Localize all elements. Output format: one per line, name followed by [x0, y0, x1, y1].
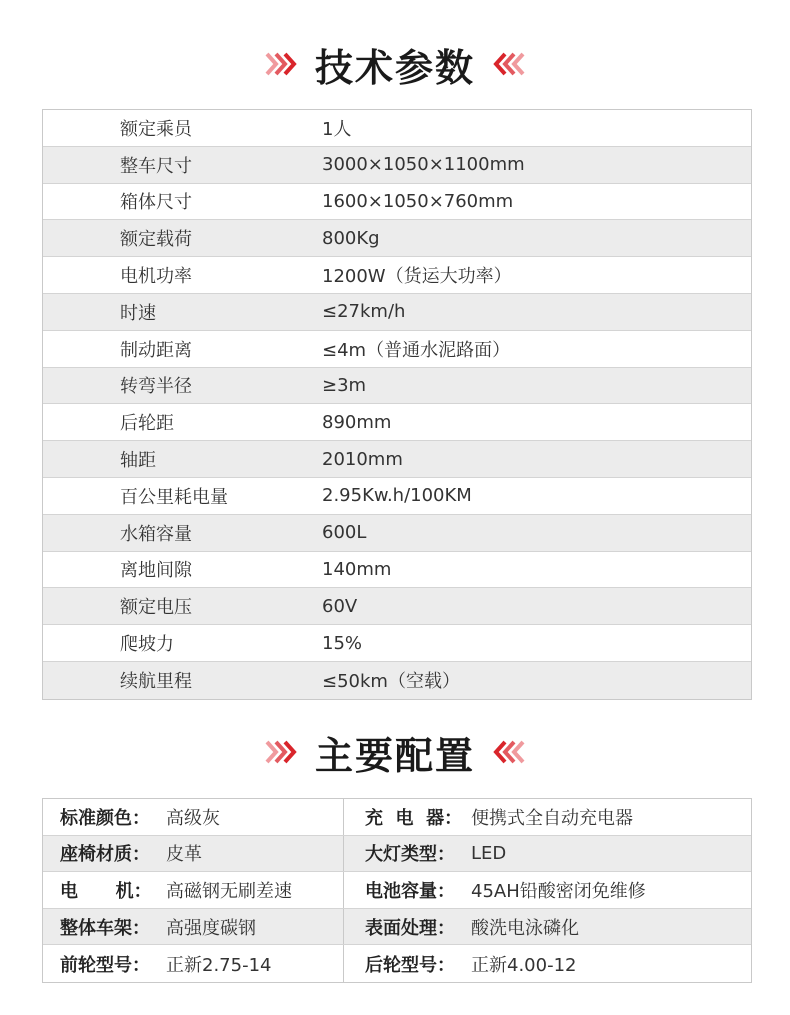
- spec-value: 1人: [322, 118, 352, 140]
- config-row: [43, 799, 751, 836]
- specs-table: [42, 109, 752, 700]
- spec-label: 整车尺寸: [120, 155, 192, 177]
- spec-row: [43, 257, 751, 294]
- chevron-right-icon: [265, 49, 299, 79]
- config-cell: [344, 909, 751, 945]
- config-value: 正新2.75-14: [166, 954, 272, 976]
- spec-value: 800Kg: [322, 227, 380, 249]
- spec-value: ≤27km/h: [322, 301, 406, 323]
- config-row: [43, 909, 751, 946]
- spec-label: 百公里耗电量: [120, 486, 228, 508]
- spec-label: 时速: [120, 302, 156, 324]
- specs-header: [0, 34, 790, 94]
- config-key: 表面处理：: [365, 917, 455, 939]
- config-value: 高磁钢无刷差速: [166, 880, 292, 902]
- config-row: [43, 945, 751, 982]
- spec-label: 水箱容量: [120, 523, 192, 545]
- config-cell: [344, 836, 751, 872]
- config-title: 主要配置: [314, 732, 475, 778]
- spec-row: [43, 110, 751, 147]
- spec-row: [43, 625, 751, 662]
- config-cell: [344, 945, 751, 982]
- config-value: 正新4.00-12: [471, 954, 577, 976]
- config-value: 便携式全自动充电器: [471, 807, 633, 829]
- config-value: 皮革: [166, 844, 202, 866]
- spec-label: 轴距: [120, 450, 156, 472]
- config-cell: [43, 836, 344, 872]
- spec-label: 后轮距: [120, 413, 174, 435]
- config-table: [42, 798, 752, 983]
- config-key: 充 电 器：: [365, 807, 463, 829]
- spec-row: [43, 478, 751, 515]
- config-cell: [344, 872, 751, 908]
- spec-row: [43, 294, 751, 331]
- config-cell: [43, 909, 344, 945]
- spec-row: [43, 220, 751, 257]
- config-value: LED: [471, 842, 507, 864]
- spec-value: 140mm: [322, 558, 392, 580]
- spec-row: [43, 515, 751, 552]
- config-key: 电 机：: [60, 880, 152, 902]
- chevron-right-icon: [265, 737, 299, 767]
- spec-value: 60V: [322, 595, 358, 617]
- spec-label: 电机功率: [120, 266, 192, 288]
- config-header: [0, 722, 790, 782]
- spec-value: 15%: [322, 632, 363, 654]
- config-value: 45AH铅酸密闭免维修: [471, 880, 646, 902]
- spec-label: 制动距离: [120, 339, 192, 361]
- spec-row: [43, 184, 751, 221]
- spec-label: 爬坡力: [120, 634, 174, 656]
- spec-value: 1200W（货运大功率）: [322, 266, 512, 288]
- config-cell: [43, 872, 344, 908]
- config-cell: [43, 799, 344, 835]
- spec-row: [43, 331, 751, 368]
- config-row: [43, 836, 751, 873]
- spec-value: 890mm: [322, 411, 392, 433]
- spec-label: 箱体尺寸: [120, 192, 192, 214]
- config-key: 座椅材质：: [60, 844, 150, 866]
- config-row: [43, 872, 751, 909]
- spec-row: [43, 662, 751, 699]
- spec-value: 3000×1050×1100mm: [322, 154, 525, 176]
- config-value: 高级灰: [166, 807, 220, 829]
- config-key: 大灯类型：: [365, 844, 455, 866]
- spec-row: [43, 552, 751, 589]
- spec-value: 600L: [322, 522, 367, 544]
- spec-value: ≤4m（普通水泥路面）: [322, 339, 511, 361]
- spec-label: 转弯半径: [120, 376, 192, 398]
- spec-row: [43, 147, 751, 184]
- spec-label: 续航里程: [120, 671, 192, 693]
- spec-value: 1600×1050×760mm: [322, 190, 514, 212]
- spec-label: 离地间隙: [120, 560, 192, 582]
- config-key: 整体车架：: [60, 917, 150, 939]
- spec-label: 额定乘员: [120, 118, 192, 140]
- spec-label: 额定载荷: [120, 229, 192, 251]
- spec-value: 2010mm: [322, 448, 403, 470]
- config-key: 标准颜色：: [60, 807, 150, 829]
- chevron-left-icon: [491, 737, 525, 767]
- config-cell: [43, 945, 344, 982]
- spec-row: [43, 368, 751, 405]
- spec-value: ≥3m: [322, 374, 367, 396]
- config-key: 后轮型号：: [365, 954, 455, 976]
- spec-row: [43, 441, 751, 478]
- spec-row: [43, 588, 751, 625]
- config-key: 前轮型号：: [60, 954, 150, 976]
- config-cell: [344, 799, 751, 835]
- specs-title: 技术参数: [314, 44, 475, 90]
- spec-row: [43, 404, 751, 441]
- config-value: 酸洗电泳磷化: [471, 917, 579, 939]
- chevron-left-icon: [491, 49, 525, 79]
- spec-value: ≤50km（空载）: [322, 671, 460, 693]
- spec-label: 额定电压: [120, 597, 192, 619]
- config-value: 高强度碳钢: [166, 917, 256, 939]
- spec-value: 2.95Kw.h/100KM: [322, 485, 472, 507]
- config-key: 电池容量：: [365, 880, 455, 902]
